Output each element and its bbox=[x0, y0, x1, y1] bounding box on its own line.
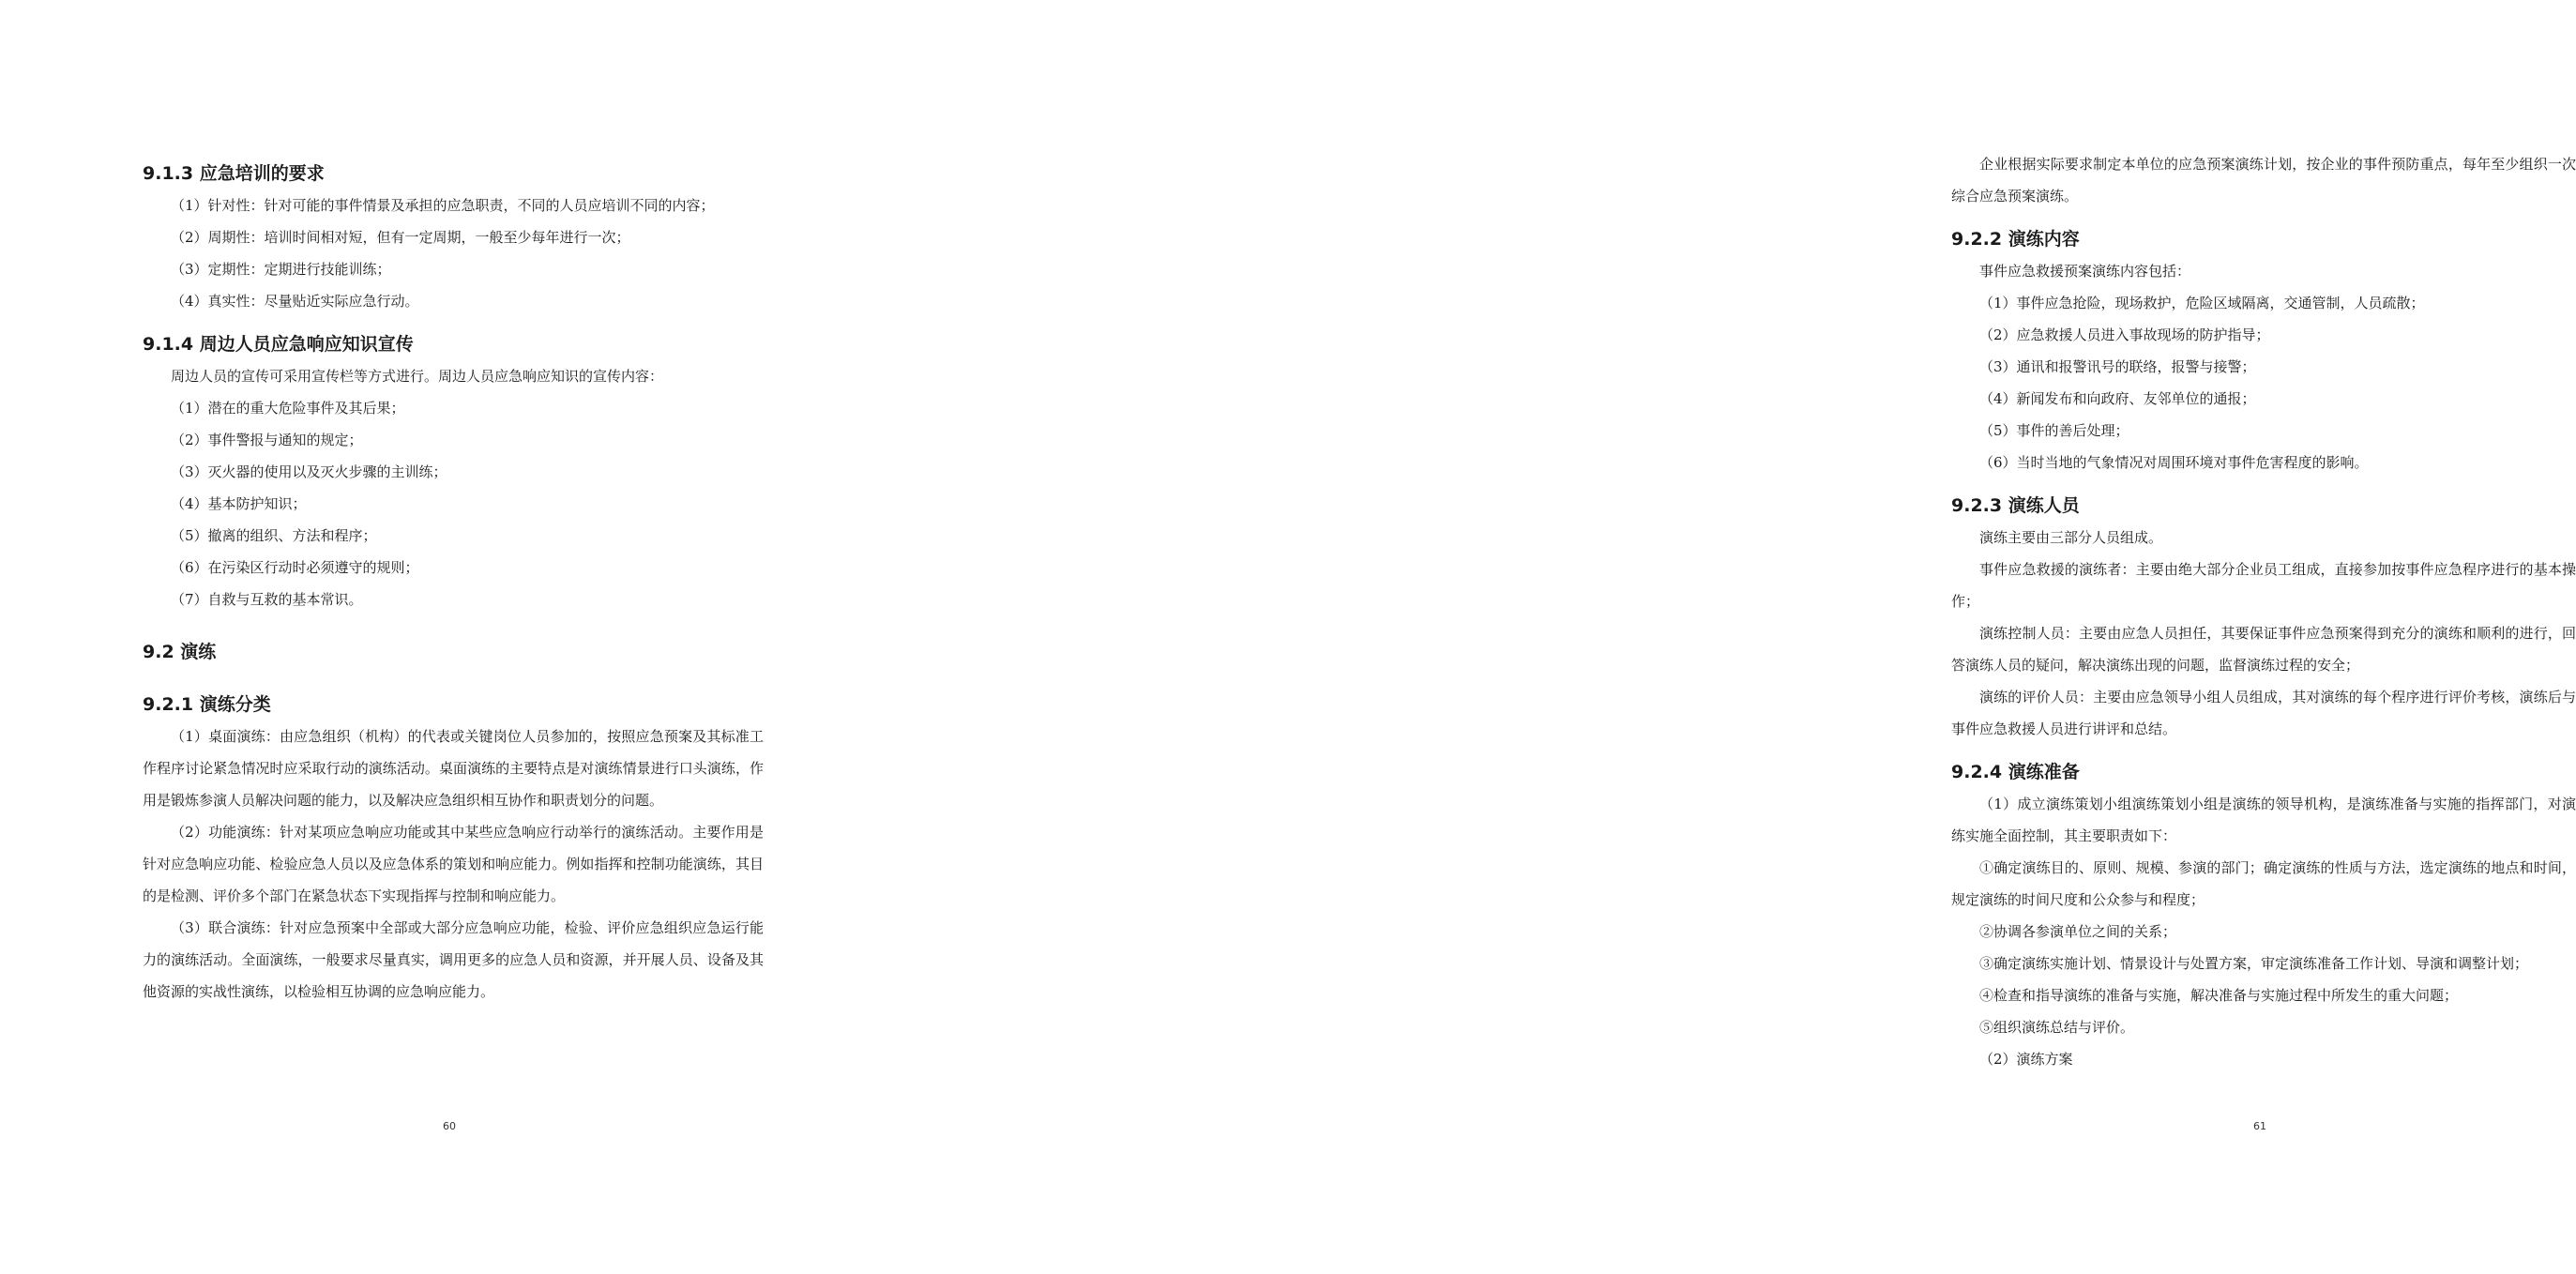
paragraph: ④检查和指导演练的准备与实施，解决准备与实施过程中所发生的重大问题； bbox=[1979, 987, 2459, 1004]
paragraph: 演练控制人员：主要由应急人员担任，其要保证事件应急预案得到充分的演练和顺利的进行，回答演练人员的疑问，解决演练出现的问题，监督演练过程的安全； bbox=[1951, 625, 2576, 674]
paragraph: 演练的评价人员：主要由应急领导小组人员组成，其对演练的每个程序进行评价考核，演练后与事件应急救援人员进行讲评和总结。 bbox=[1951, 689, 2576, 737]
list-item: （2）事件警报与通知的规定； bbox=[171, 432, 363, 448]
list-item: （5）事件的善后处理； bbox=[1979, 422, 2129, 439]
paragraph: 事件应急救援的演练者：主要由绝大部分企业员工组成，直接参加按事件应急程序进行的基本操作； bbox=[1951, 561, 2576, 610]
page-number: 61 bbox=[2253, 1120, 2266, 1132]
list-item: （3）定期性：定期进行技能训练； bbox=[171, 261, 391, 278]
list-item: （7）自救与互救的基本常识。 bbox=[171, 591, 363, 608]
paragraph: （3）联合演练：针对应急预案中全部或大部分应急响应功能，检验、评价应急组织应急运行能力的演练活动。全面演练，一般要求尽量真实，调用更多的应急人员和资源，并开展人员、设备及其他资源的实战性演练，以检验相互协调的应急响应能力。 bbox=[143, 919, 764, 1000]
list-item: （6）在污染区行动时必须遵守的规则； bbox=[171, 559, 419, 576]
paragraph: （1）成立演练策划小组演练策划小组是演练的领导机构，是演练准备与实施的指挥部门，对演练实施全面控制，其主要职责如下： bbox=[1951, 796, 2576, 844]
list-item: （3）通讯和报警讯号的联络，报警与接警； bbox=[1979, 358, 2256, 375]
list-item: （4）真实性：尽量贴近实际应急行动。 bbox=[171, 293, 419, 310]
heading-9-2-3: 9.2.3 演练人员 bbox=[1951, 495, 2080, 516]
heading-9-1-4: 9.1.4 周边人员应急响应知识宣传 bbox=[143, 334, 414, 355]
paragraph: 事件应急救援预案演练内容包括： bbox=[1979, 263, 2191, 280]
left-page bbox=[0, 0, 901, 1274]
list-item: （2）应急救援人员进入事故现场的防护指导； bbox=[1979, 326, 2270, 343]
paragraph: ①确定演练目的、原则、规模、参演的部门；确定演练的性质与方法，选定演练的地点和时间，规定演练的时间尺度和公众参与和程度； bbox=[1951, 859, 2576, 908]
list-item: （1）潜在的重大危险事件及其后果； bbox=[171, 400, 405, 417]
list-item: （6）当时当地的气象情况对周围环境对事件危害程度的影响。 bbox=[1979, 454, 2369, 471]
list-item: （1）事件应急抢险，现场救护，危险区域隔离，交通管制，人员疏散； bbox=[1979, 295, 2425, 311]
page-number: 60 bbox=[443, 1120, 456, 1132]
heading-9-2-1: 9.2.1 演练分类 bbox=[143, 694, 271, 715]
left-column bbox=[143, 158, 764, 1008]
list-item: （4）基本防护知识； bbox=[171, 495, 307, 512]
list-item: （4）新闻发布和向政府、友邻单位的通报； bbox=[1979, 390, 2256, 407]
paragraph: ⑤组织演练总结与评价。 bbox=[1979, 1019, 2135, 1036]
list-item: （3）灭火器的使用以及灭火步骤的主训练； bbox=[171, 463, 447, 480]
paragraph: 演练主要由三部分人员组成。 bbox=[1979, 529, 2163, 546]
right-column bbox=[1951, 148, 2576, 1075]
heading-9-2-2: 9.2.2 演练内容 bbox=[1951, 229, 2080, 250]
list-item: （5）撤离的组织、方法和程序； bbox=[171, 527, 377, 544]
paragraph: （1）桌面演练：由应急组织（机构）的代表或关键岗位人员参加的，按照应急预案及其标准工作程序讨论紧急情况时应采取行动的演练活动。桌面演练的主要特点是对演练情景进行口头演练，作用是锻炼参演人员解决问题的能力，以及解决应急组织相互协作和职责划分的问题。 bbox=[143, 728, 764, 809]
list-item: （2）周期性：培训时间相对短，但有一定周期，一般至少每年进行一次； bbox=[171, 229, 630, 246]
right-page bbox=[901, 0, 2576, 1274]
list-item: （1）针对性：针对可能的事件情景及承担的应急职责，不同的人员应培训不同的内容； bbox=[171, 197, 715, 214]
paragraph: （2）功能演练：针对某项应急响应功能或其中某些应急响应行动举行的演练活动。主要作用是针对应急响应功能、检验应急人员以及应急体系的策划和响应能力。例如指挥和控制功能演练，其目的是检测、评价多个部门在紧急状态下实现指挥与控制和响应能力。 bbox=[143, 824, 764, 904]
heading-9-2: 9.2 演练 bbox=[143, 642, 217, 662]
paragraph: 企业根据实际要求制定本单位的应急预案演练计划，按企业的事件预防重点，每年至少组织一次综合应急预案演练。 bbox=[1951, 156, 2576, 205]
heading-9-2-4: 9.2.4 演练准备 bbox=[1951, 762, 2080, 782]
paragraph: ③确定演练实施计划、情景设计与处置方案，审定演练准备工作计划、导演和调整计划； bbox=[1979, 955, 2529, 972]
heading-9-1-3: 9.1.3 应急培训的要求 bbox=[143, 163, 325, 184]
paragraph: （2）演练方案 bbox=[1979, 1051, 2073, 1068]
paragraph: 周边人员的宣传可采用宣传栏等方式进行。周边人员应急响应知识的宣传内容： bbox=[171, 368, 664, 385]
paragraph: ②协调各参演单位之间的关系； bbox=[1979, 923, 2177, 940]
